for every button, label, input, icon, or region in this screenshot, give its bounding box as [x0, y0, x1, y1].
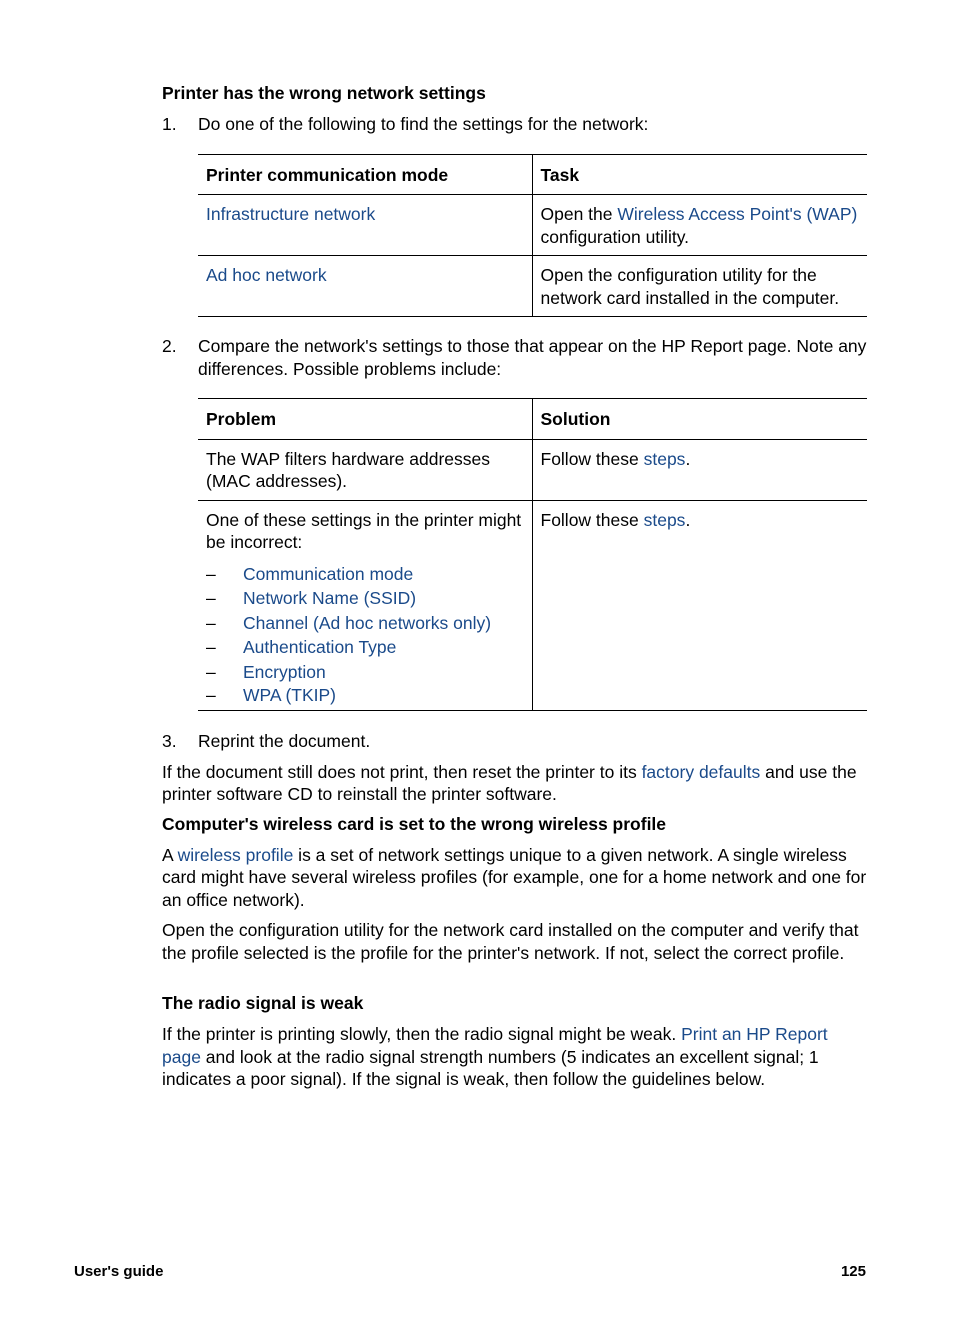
step-2	[162, 335, 867, 380]
print-hp-report-link[interactable]: Print an HP Report page	[162, 1024, 828, 1067]
list-item: – Encryption	[206, 661, 326, 682]
network-name-link[interactable]: Network Name (SSID)	[243, 588, 417, 608]
step-text: Reprint the document.	[198, 731, 371, 751]
header-problem: Problem	[206, 409, 277, 429]
paragraph-radio-signal: If the printer is printing slowly, then the radio signal might be weak. Print an HP Report page and look at the radio signal strength numbers (5 indicates an excellent signal; 1 indicates a poor signal). If the signal is weak, then follow the guidelines below.	[162, 1024, 828, 1089]
list-item: – WPA (TKIP)	[206, 685, 337, 705]
communication-mode-table	[198, 154, 867, 318]
list-item: – Channel (Ad hoc networks only)	[206, 612, 492, 633]
task-text-post: configuration utility.	[540, 226, 690, 247]
paragraph-wireless-profile: A wireless profile is a set of network settings unique to a given network. A single wireless card might have several wireless profiles (for example, one for a home network and one for an office network).	[162, 844, 867, 910]
step-number: 2.	[162, 336, 177, 356]
solution-text-post: .	[685, 509, 691, 530]
problem-text: The WAP filters hardware addresses (MAC addresses).	[206, 448, 491, 491]
table-header-row	[198, 154, 867, 195]
step-text: Do one of the following to find the settings for the network:	[198, 114, 649, 134]
section-heading-wrong-network-settings: Printer has the wrong network settings	[162, 83, 486, 103]
solution-text-post: .	[685, 448, 691, 469]
step-number: 1.	[162, 114, 177, 134]
step-text: Compare the network's settings to those that appear on the HP Report page. Note any differences. Possible problems include:	[198, 336, 867, 379]
authentication-type-link[interactable]: Authentication Type	[243, 637, 397, 657]
page-number: 125	[840, 1263, 866, 1280]
steps-link[interactable]: steps	[643, 448, 686, 469]
task-text: Open the configuration utility for the network card installed in the computer.	[540, 265, 840, 308]
wpa-tkip-link[interactable]: WPA (TKIP)	[243, 685, 337, 705]
step-3	[162, 730, 867, 753]
encryption-link[interactable]: Encryption	[243, 661, 326, 682]
list-item: – Communication mode	[206, 563, 414, 584]
solution-text-pre: Follow these	[540, 509, 644, 530]
communication-mode-link[interactable]: Communication mode	[243, 563, 414, 584]
paragraph-reset-printer: If the document still does not print, then reset the printer to its factory defaults and use the printer software CD to reinstall the printer software.	[162, 761, 857, 804]
infrastructure-network-link[interactable]: Infrastructure network	[206, 204, 376, 224]
footer-guide-title: User's guide	[74, 1263, 164, 1280]
list-item: – Authentication Type	[206, 637, 397, 657]
step-number: 3.	[162, 731, 177, 751]
wap-link[interactable]: Wireless Access Point's (WAP)	[617, 204, 858, 224]
problem-text: One of these settings in the printer might be incorrect:	[206, 509, 522, 552]
factory-defaults-link[interactable]: factory defaults	[641, 761, 761, 782]
step-1	[162, 113, 867, 136]
wireless-profile-link[interactable]: wireless profile	[177, 844, 294, 865]
header-communication-mode: Printer communication mode	[206, 164, 449, 185]
task-text-pre: Open the	[540, 204, 618, 224]
table-row	[198, 500, 867, 711]
table-header-row	[198, 399, 867, 440]
paragraph-verify-profile: Open the configuration utility for the network card installed on the computer and verify that the profile selected is the profile for the printer's network. If not, select the correct profile.	[162, 920, 859, 963]
settings-list	[206, 562, 524, 707]
table-row	[198, 256, 867, 317]
page-content	[162, 82, 867, 1091]
channel-link[interactable]: Channel (Ad hoc networks only)	[243, 612, 492, 633]
section-heading-wrong-wireless-profile: Computer's wireless card is set to the wrong wireless profile	[162, 813, 667, 834]
ad-hoc-network-link[interactable]: Ad hoc network	[206, 265, 327, 285]
section-heading-radio-signal: The radio signal is weak	[162, 993, 364, 1013]
table-row	[198, 195, 867, 256]
table-row	[198, 439, 867, 500]
header-task: Task	[532, 154, 867, 195]
header-solution: Solution	[532, 399, 867, 440]
list-item: – Network Name (SSID)	[206, 588, 417, 608]
solution-text-pre: Follow these	[540, 448, 644, 469]
steps-link[interactable]: steps	[643, 509, 686, 530]
problem-solution-table	[198, 398, 867, 711]
